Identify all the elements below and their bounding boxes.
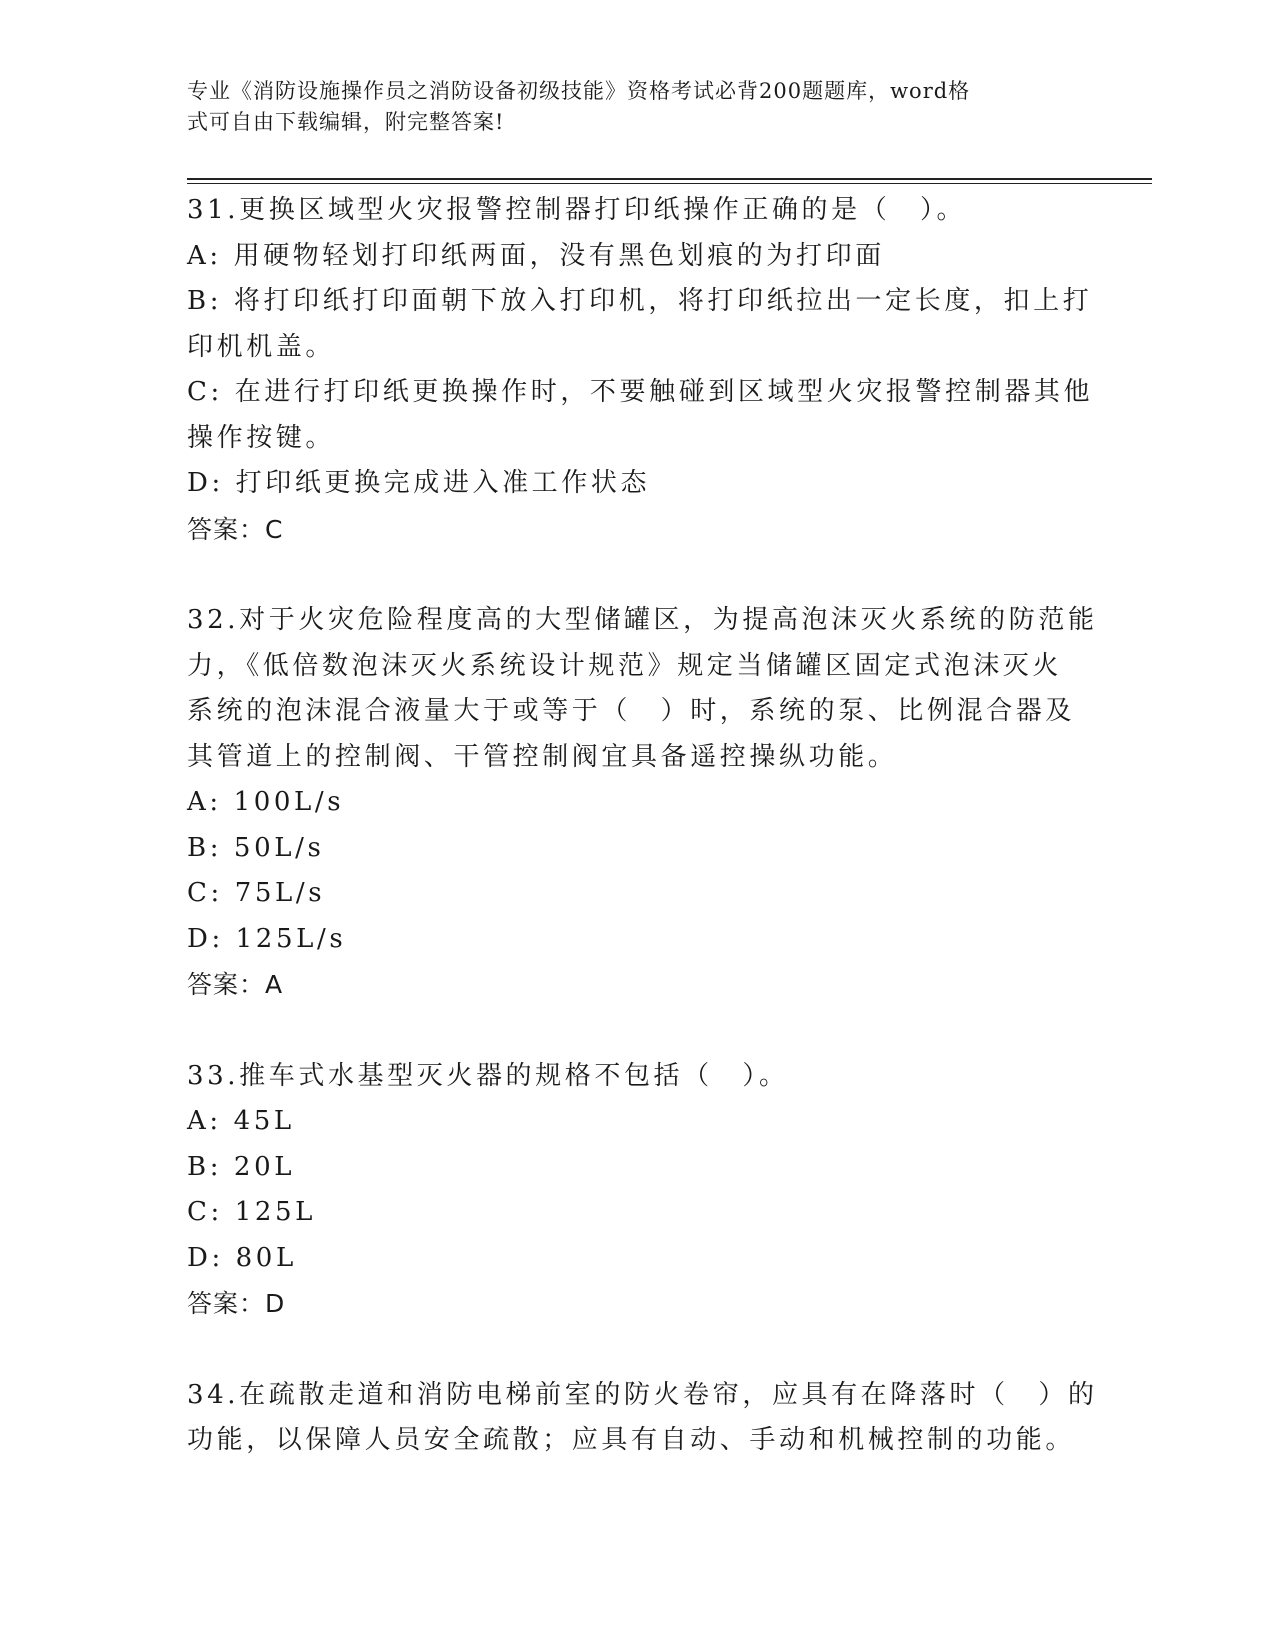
option-c: C: 75L/s (187, 878, 326, 908)
question-stem: 系统的泡沫混合液量大于或等于（ ）时，系统的泵、比例混合器及 (187, 696, 1076, 726)
header-divider-thin (187, 183, 1152, 184)
question-list (187, 188, 1098, 1464)
question-stem: 功能，以保障人员安全疏散；应具有自动、手动和机械控制的功能。 (187, 1425, 1076, 1455)
document-header (187, 76, 1067, 138)
header-divider-thick (187, 178, 1152, 180)
option-d: D: 打印纸更换完成进入准工作状态 (187, 468, 651, 498)
question-32 (187, 598, 1098, 1008)
question-stem: 力，《低倍数泡沫灭火系统设计规范》规定当储罐区固定式泡沫灭火 (187, 650, 1063, 681)
question-stem: 33.推车式水基型灭火器的规格不包括（ ）。 (187, 1060, 789, 1091)
question-31 (187, 188, 1094, 552)
option-b: B: 50L/s (187, 832, 325, 863)
option-b: B: 将打印纸打印面朝下放入打印机，将打印纸拉出一定长度，扣上打 印机机盖。 (187, 286, 1093, 362)
header-line: 专业《消防设施操作员之消防设备初级技能》资格考试必背200题题库，word格 (187, 79, 971, 103)
answer-line: 答案：A (187, 970, 284, 999)
option-a: A: 用硬物轻划打印纸两面，没有黑色划痕的为打印面 (187, 240, 885, 271)
option-d: D: 125L/s (187, 923, 347, 954)
option-c: C: 125L (187, 1197, 317, 1227)
option-a: A: 100L/s (187, 787, 345, 817)
option-d: D: 80L (187, 1242, 297, 1273)
header-line: 式可自由下载编辑，附完整答案! (187, 110, 505, 134)
question-stem: 34.在疏散走道和消防电梯前室的防火卷帘，应具有在降落时（ ）的 (187, 1379, 1098, 1410)
question-stem: 32.对于火灾危险程度高的大型储罐区，为提高泡沫灭火系统的防范能 (187, 605, 1098, 635)
question-stem: 其管道上的控制阀、干管控制阀宜具备遥控操纵功能。 (187, 741, 898, 772)
option-c: C: 在进行打印纸更换操作时，不要触碰到区域型火灾报警控制器其他 操作按键。 (187, 377, 1094, 453)
answer-line: 答案：C (187, 514, 284, 544)
question-34 (187, 1373, 1098, 1464)
option-b: B: 20L (187, 1151, 296, 1182)
answer-line: 答案：D (187, 1289, 286, 1318)
option-a: A: 45L (187, 1106, 295, 1136)
question-33 (187, 1054, 1087, 1327)
question-stem: 31.更换区域型火灾报警控制器打印纸操作正确的是（ ）。 (187, 195, 967, 225)
